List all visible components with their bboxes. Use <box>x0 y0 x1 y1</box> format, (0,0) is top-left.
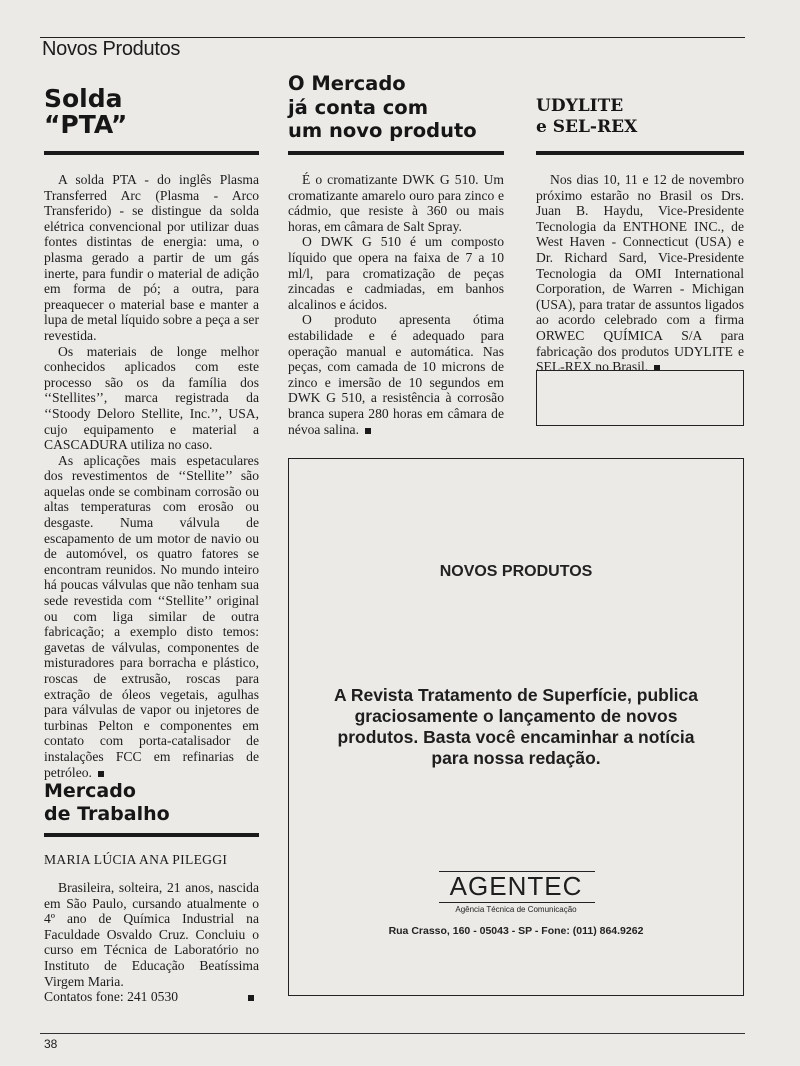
ad-title: NOVOS PRODUTOS <box>439 563 593 580</box>
trabalho-paragraph: Brasileira, solteira, 21 anos, nascida em São Paulo, cursando atualmente o 4º ano de Química Industrial na Faculdade Osvaldo Cruz. Concluiu o curso em Técnica de Laboratório no Instituto de Educação Beatíssima Virgem Maria. <box>44 880 259 989</box>
mercado-headline-line3: um novo produto <box>288 119 477 142</box>
end-mark <box>98 771 104 777</box>
trabalho-headline-line2: de Trabalho <box>44 803 170 825</box>
udylite-paragraph: Nos dias 10, 11 e 12 de novembro próximo estarão no Brasil os Drs. Juan B. Haydu, Vice-Presidente Tecnologia da ENTHONE INC., de West Haven - Connecticut (USA) e Dr. Richard Sard, Vice-Presidente Tecnologia da OMI International Corporation, de Warren - Michigan (USA), para tratar de assuntos ligados ao acordo celebrado com a firma ORWEC QUÍMICA S/A para fabricação dos produtos UDYLITE e SEL-REX no Brasil. <box>536 172 744 375</box>
page-number: 38 <box>44 1037 58 1051</box>
section-label: Novos Produtos <box>42 38 181 60</box>
ad-contact: Rua Crasso, 160 - 05043 - SP - Fone: (011) 864.9262 <box>388 925 644 937</box>
bottom-rule <box>40 1033 745 1034</box>
trabalho-byline: MARIA LÚCIA ANA PILEGGI <box>44 852 228 867</box>
agentec-subtitle: Agência Técnica de Comunicação <box>455 905 577 914</box>
trabalho-headline <box>44 780 170 826</box>
trabalho-body <box>44 880 259 1005</box>
pta-headline <box>44 86 127 139</box>
mercado-paragraph-3-wrap <box>288 312 504 437</box>
mercado-rule <box>288 151 504 155</box>
mercado-headline-line2: já conta com <box>288 95 429 119</box>
pta-headline-line2: “PTA” <box>44 110 128 140</box>
empty-box <box>536 370 744 426</box>
pta-paragraph-3: As aplicações mais espetaculares dos revestimentos de ‘‘Stellite’’ são aquelas onde se combinam corrosão ou altas temperaturas com erosão ou desgaste. Numa válvula de escapamento de um motor de navio ou de automóvel, os quatro fatores se encontram reunidos. No mundo inteiro há poucas válvulas que não tenham sua sede revestida com ‘‘Stellite’’ original ou com liga similar de outra fabricação; a exemplo disto temos: gavetas de válvulas, componentes de misturadores para borracha e plástico, roscas de extrusão, roscas para extração de óleos vegetais, agulhas para válvulas de vapor ou injetores de turbinas Pelton e componentes em contato com porta-catalisador de instalações FCC em refinarias de petróleo. <box>44 452 259 780</box>
udylite-paragraph-wrap <box>536 172 744 375</box>
pta-headline-line1: Solda <box>44 84 123 113</box>
udylite-body <box>536 172 744 375</box>
ad-body: A Revista Tratamento de Superfície, publica graciosamente o lançamento de novos produtos. Basta você encaminhar a notícia para nossa redação. <box>333 685 699 768</box>
udylite-headline-line1: UDYLITE <box>536 96 624 116</box>
pta-paragraph-3-wrap <box>44 453 259 780</box>
mercado-headline-line1: O Mercado <box>288 72 406 95</box>
mercado-body <box>288 172 504 437</box>
ad-box <box>288 458 744 996</box>
udylite-rule <box>536 151 744 155</box>
end-mark <box>248 995 254 1001</box>
logo-rule-bottom <box>439 902 595 903</box>
trabalho-contact: Contatos fone: 241 0530 <box>44 989 179 1005</box>
mercado-paragraph-3: O produto apresenta ótima estabilidade e é adequado para operação manual e automática. Nas peças, com camada de 10 microns de zinco e imersão de 10 segundos em DWK G 510, a resistência à corrosão branca supera 280 horas em câmara de névoa salina. <box>288 312 504 437</box>
pta-rule <box>44 151 259 155</box>
mercado-paragraph-2: O DWK G 510 é um composto líquido que opera na faixa de 7 a 10 ml/l, para cromatização de peças zincadas e cadmiadas, em banhos alcalinos e ácidos. <box>288 234 504 312</box>
udylite-headline-line2: e SEL-REX <box>536 117 638 137</box>
pta-paragraph-1: A solda PTA - do inglês Plasma Transferred Arc (Plasma - Arco Transferido) - se distingue da solda elétrica convencional por utilizar duas fontes distintas de energia: uma, o plasma gerado a partir de um gás inerte, para fundir o material de adição em forma de pó; a outra, para preaquecer o material base e manter a lupa de metal líquido sobre a peça a ser revestida. <box>44 172 259 343</box>
pta-paragraph-2: Os materiais de longe melhor conhecidos aplicados com este processo são os da família dos ‘‘Stellites’’, marca registrada da ‘‘Stoody Deloro Stellite, Inc.’’, USA, cujo equipamento e material a CASCADURA utiliza no caso. <box>44 343 259 453</box>
mercado-headline <box>288 72 477 143</box>
pta-body <box>44 172 259 780</box>
agentec-logo: AGENTEC <box>449 871 583 901</box>
trabalho-rule <box>44 833 259 837</box>
end-mark <box>365 428 371 434</box>
mercado-paragraph-1: É o cromatizante DWK G 510. Um cromatizante amarelo ouro para zinco e cádmio, que resiste à 360 ou mais horas, em câmara de Salt Spray. <box>288 172 504 234</box>
trabalho-headline-line1: Mercado <box>44 780 136 802</box>
udylite-headline <box>536 96 637 138</box>
trabalho-contact-line <box>44 989 259 1005</box>
